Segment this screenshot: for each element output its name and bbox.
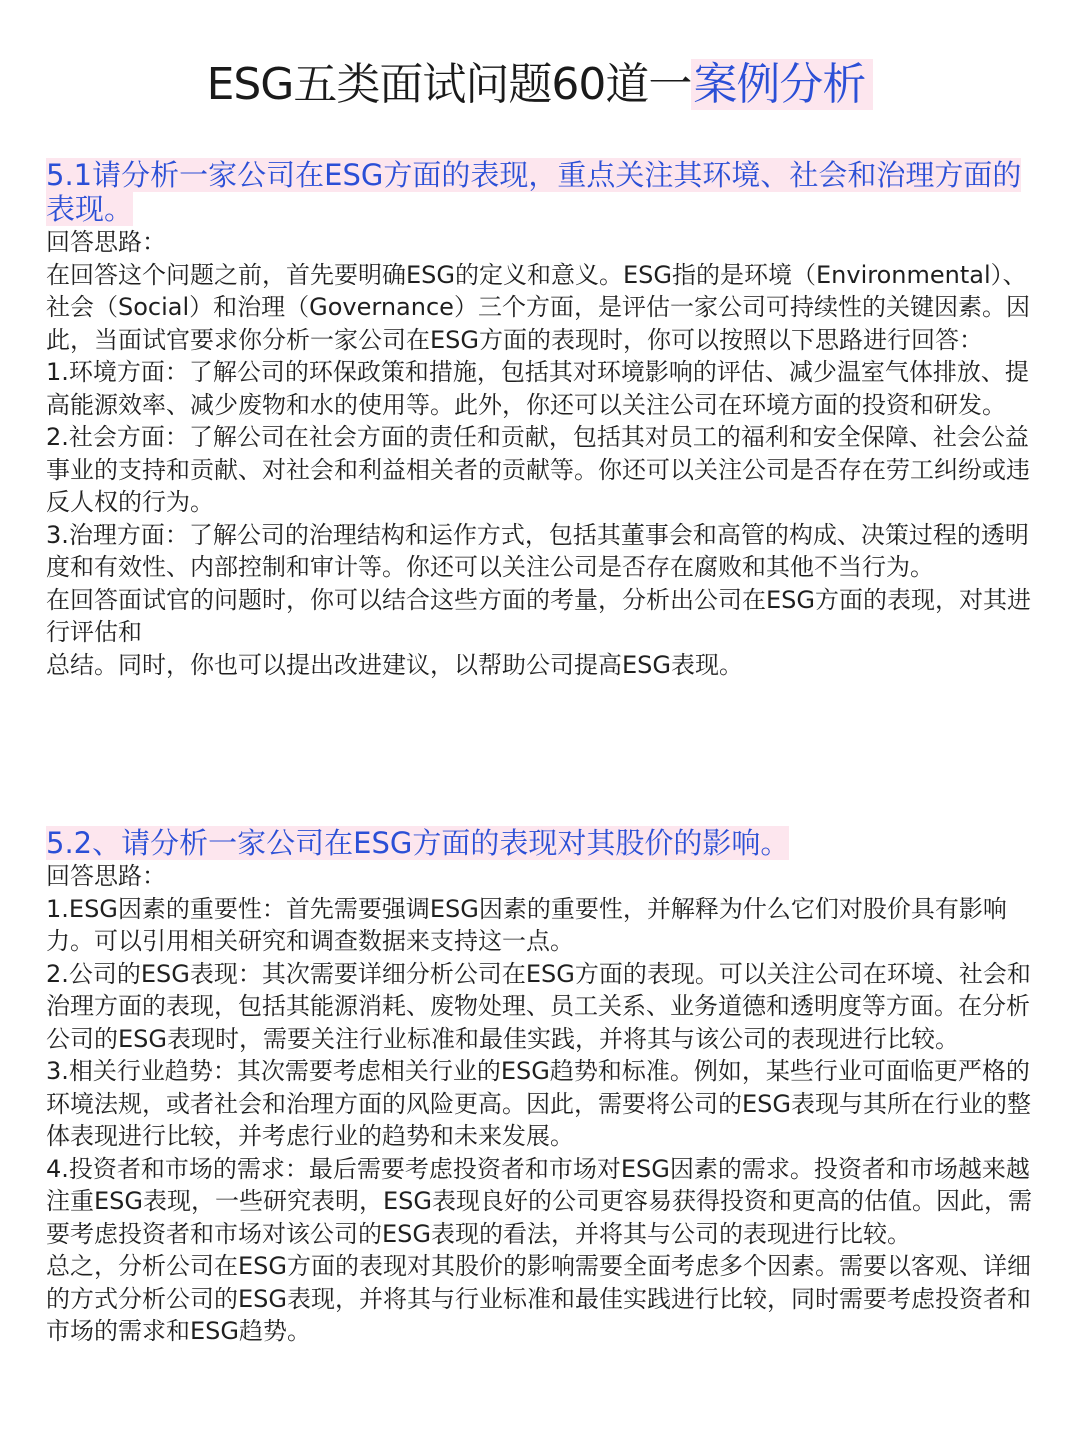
answer-paragraph: 3.相关行业趋势：其次需要考虑相关行业的ESG趋势和标准。例如，某些行业可面临更严格的环境法规，或者社会和治理方面的风险更高。因此，需要将公司的ESG表现与其所在行业的整体表现进行比较，并考虑行业的趋势和未来发展。	[46, 1057, 1031, 1150]
question-heading	[46, 158, 1046, 226]
answer-body	[46, 226, 1046, 681]
title-highlight: 案例分析	[691, 59, 873, 110]
section-5-1	[46, 158, 1046, 681]
answer-paragraph: 4.投资者和市场的需求：最后需要考虑投资者和市场对ESG因素的需求。投资者和市场越来越注重ESG表现，一些研究表明，ESG表现良好的公司更容易获得投资和更高的估值。因此，需要考虑投资者和市场对该公司的ESG表现的看法，并将其与公司的表现进行比较。	[46, 1154, 1032, 1248]
question-heading	[46, 826, 1046, 860]
question-text: 5.2、请分析一家公司在ESG方面的表现对其股价的影响。	[46, 826, 790, 860]
answer-body	[46, 860, 1046, 1348]
answer-paragraph: 总之，分析公司在ESG方面的表现对其股价的影响需要全面考虑多个因素。需要以客观、详细的方式分析公司的ESG表现，并将其与行业标准和最佳实践进行比较，同时需要考虑投资者和市场的需求和ESG趋势。	[46, 1252, 1031, 1345]
answer-paragraph: 2.公司的ESG表现：其次需要详细分析公司在ESG方面的表现。可以关注公司在环境、社会和治理方面的表现，包括其能源消耗、废物处理、员工关系、业务道德和透明度等方面。在分析公司的ESG表现时，需要关注行业标准和最佳实践，并将其与该公司的表现进行比较。	[46, 959, 1031, 1053]
answer-label: 回答思路：	[46, 862, 166, 890]
answer-paragraph: 3.治理方面：了解公司的治理结构和运作方式，包括其董事会和高管的构成、决策过程的透明度和有效性、内部控制和审计等。你还可以关注公司是否存在腐败和其他不当行为。	[46, 520, 1029, 581]
question-text: 5.1请分析一家公司在ESG方面的表现，重点关注其环境、社会和治理方面的表现。	[46, 158, 1022, 226]
answer-paragraph: 1.环境方面：了解公司的环保政策和措施，包括其对环境影响的评估、减少温室气体排放、提高能源效率、减少废物和水的使用等。此外，你还可以关注公司在环境方面的投资和研发。	[46, 358, 1029, 419]
answer-paragraph: 1.ESG因素的重要性：首先需要强调ESG因素的重要性，并解释为什么它们对股价具有影响力。可以引用相关研究和调查数据来支持这一点。	[46, 894, 1007, 955]
answer-label: 回答思路：	[46, 228, 166, 256]
answer-paragraph: 2.社会方面：了解公司在社会方面的责任和贡献，包括其对员工的福利和安全保障、社会公益事业的支持和贡献、对社会和利益相关者的贡献等。你还可以关注公司是否存在劳工纠纷或违反人权的行为。	[46, 423, 1030, 516]
title-main: ESG五类面试问题60道一	[206, 59, 692, 110]
section-5-2	[46, 826, 1046, 1348]
answer-paragraph: 在回答这个问题之前，首先要明确ESG的定义和意义。ESG指的是环境（Environmental）、社会（Social）和治理（Governance）三个方面，是评估一家公司可持续性的关键因素。因此，当面试官要求你分析一家公司在ESG方面的表现时，你可以按照以下思路进行回答：	[46, 260, 1030, 354]
answer-paragraph: 在回答面试官的问题时，你可以结合这些方面的考量，分析出公司在ESG方面的表现，对其进行评估和	[46, 585, 1031, 646]
answer-paragraph: 总结。同时，你也可以提出改进建议，以帮助公司提高ESG表现。	[46, 650, 743, 679]
page-title	[0, 50, 1080, 120]
